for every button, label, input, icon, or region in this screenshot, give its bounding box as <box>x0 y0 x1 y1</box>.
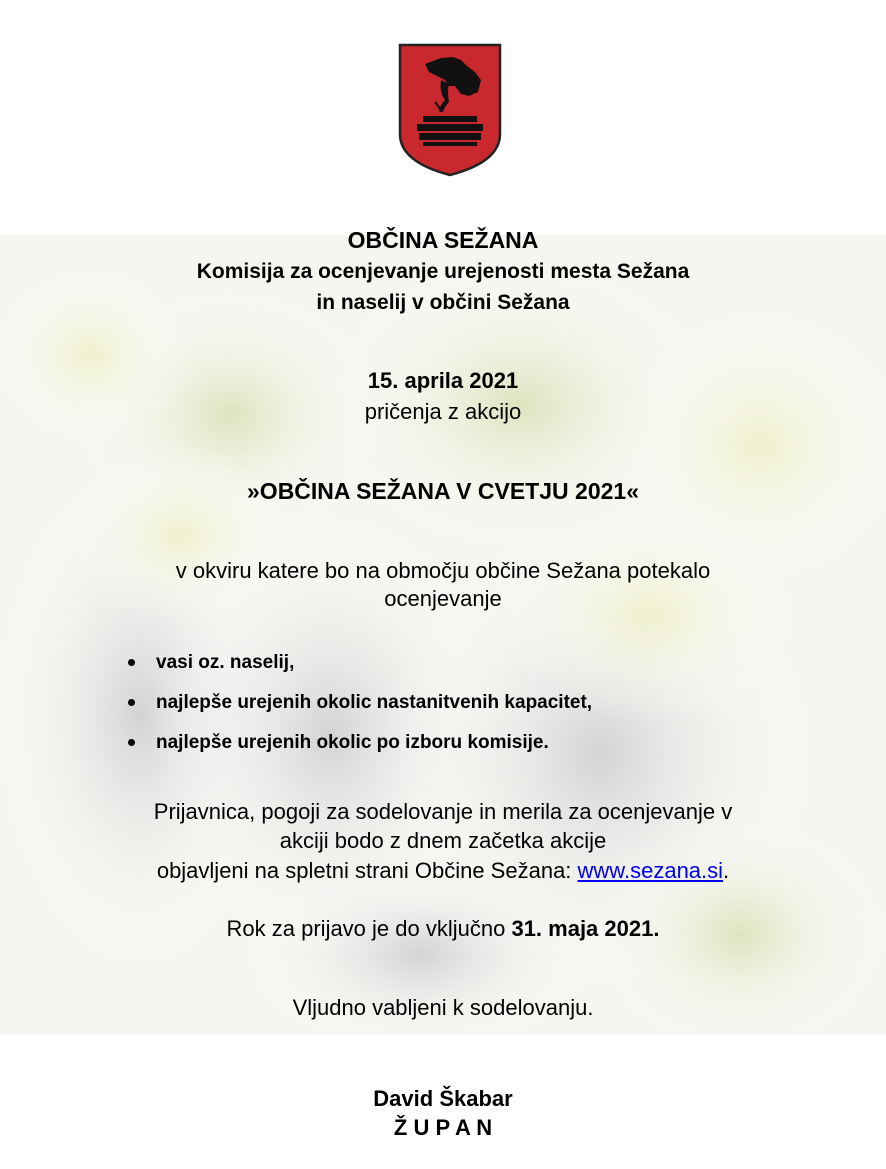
event-date: 15. aprila 2021 <box>367 368 519 393</box>
event-start-text: pričenja z akcijo <box>364 399 522 424</box>
commission-line-1: Komisija za ocenjevanje urejenosti mesta Sežana <box>196 260 690 283</box>
intro-line-1: v okviru katere bo na območju občine Sežana potekalo <box>175 558 711 583</box>
category-list <box>122 647 592 767</box>
info-line-2: akciji bodo z dnem začetka akcije <box>279 828 607 853</box>
info-line-1: Prijavnica, pogoji za sodelovanje in merila za ocenjevanje v <box>153 799 733 824</box>
info-line-3-suffix: . <box>723 858 730 883</box>
deadline-text <box>0 916 886 942</box>
campaign-name: »OBČINA SEŽANA V CVETJU 2021« <box>247 478 639 504</box>
commission-line-2: in naselij v občini Sežana <box>316 291 570 314</box>
bullet-icon <box>128 699 135 706</box>
category-label: najlepše urejenih okolic nastanitvenih kapacitet, <box>156 692 593 713</box>
category-label: najlepše urejenih okolic po izboru komisije. <box>156 732 549 753</box>
intro-line-2: ocenjevanje <box>384 586 502 611</box>
bullet-icon <box>128 659 135 666</box>
website-link[interactable]: www.sezana.si <box>577 858 724 883</box>
info-line-3 <box>0 858 886 884</box>
municipality-title: OBČINA SEŽANA <box>347 227 539 253</box>
list-item <box>122 647 592 687</box>
list-item <box>122 727 592 767</box>
deadline-prefix: Rok za prijavo je do vključno <box>226 916 512 941</box>
deadline-date: 31. maja 2021. <box>511 916 660 941</box>
signature-name: David Škabar <box>373 1086 513 1111</box>
info-line-3-prefix: objavljeni na spletni strani Občine Sežana: <box>156 858 578 883</box>
list-item <box>122 687 592 727</box>
bullet-icon <box>128 739 135 746</box>
invitation-text: Vljudno vabljeni k sodelovanju. <box>292 995 594 1020</box>
signature-title: Ž U P A N <box>393 1115 493 1140</box>
coat-of-arms-icon <box>397 42 503 178</box>
category-label: vasi oz. naselij, <box>156 652 295 673</box>
